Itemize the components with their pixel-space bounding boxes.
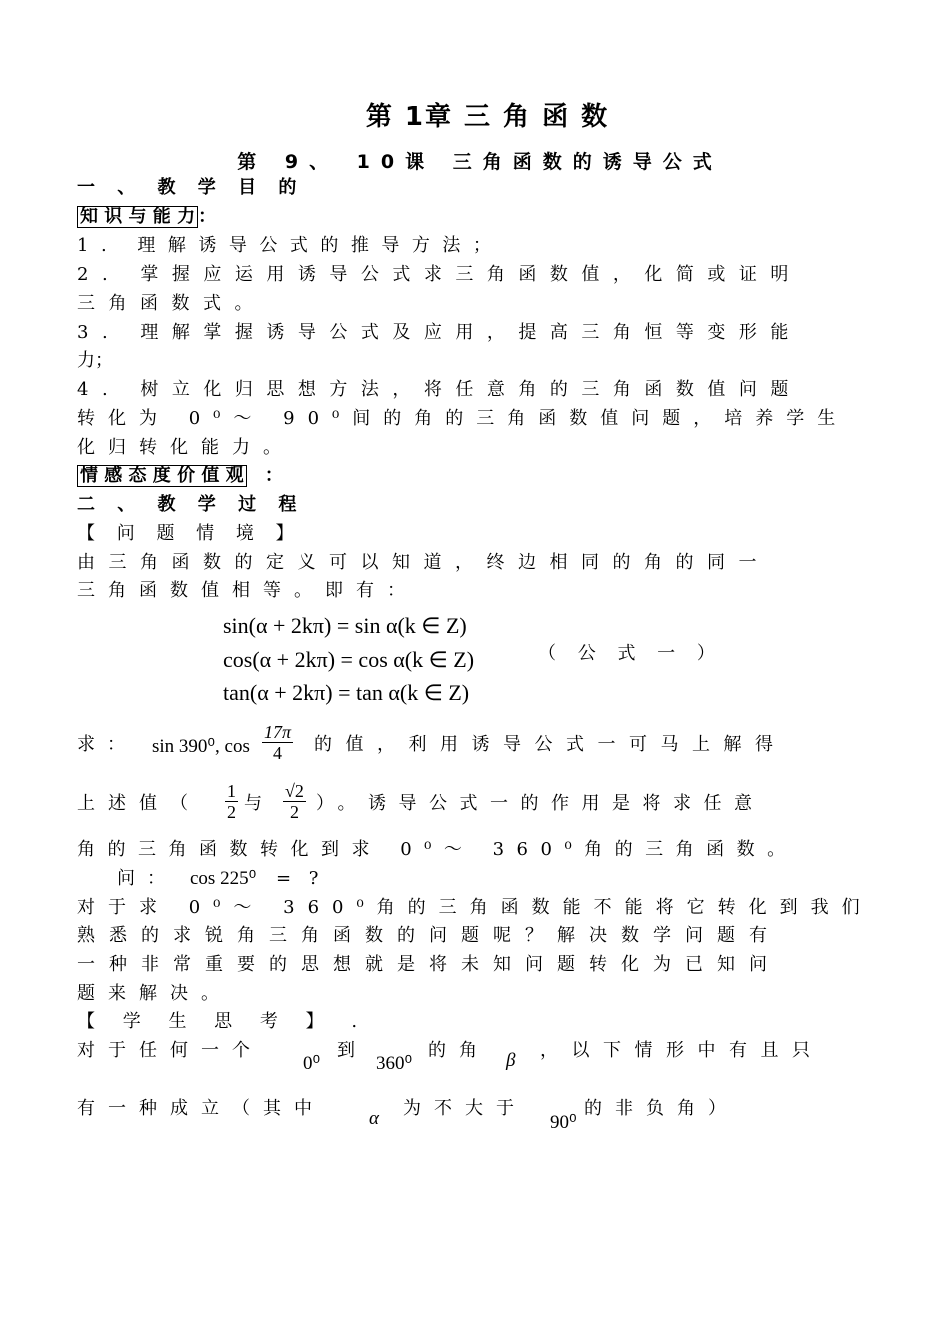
answer-prefix: 上述值（: [77, 793, 201, 814]
goal-item-2-line-2: 三角函数式。: [77, 293, 266, 314]
beta-symbol: β: [506, 1050, 516, 1071]
fraction-denominator: 2: [289, 802, 299, 822]
fraction-numerator: 17π: [264, 722, 292, 742]
para3-line-2-c: 的非负角）: [584, 1098, 739, 1119]
lesson-subtitle: 第 9、 10课 三角函数的诱导公式: [237, 151, 723, 173]
goal-item-1: 1. 理解诱导公式的推导方法；: [77, 235, 504, 256]
goal-item-3-line-2: 力；: [77, 350, 113, 371]
goal-item-4-line-2: 转化为 0⁰～ 90⁰间的角的三角函数值问题，培养学生: [77, 408, 849, 429]
para3-line-2-b: 为不大于: [403, 1098, 527, 1119]
answer-line-2: 角的三角函数转化到求 0⁰～ 360⁰角的三角函数。: [77, 839, 798, 860]
question-2-suffix: = ?: [276, 868, 325, 889]
emotion-label: 情 感 态 度 价 值 观: [77, 465, 247, 487]
knowledge-label: 知 识 与 能 力: [77, 206, 198, 228]
para3-line-1-b: 的角: [428, 1040, 490, 1061]
fraction-numerator: √2: [285, 781, 304, 801]
90-degrees: 90⁰: [550, 1112, 577, 1133]
section-teaching-process: 二 、 教 学 过 程: [77, 494, 305, 515]
section-teaching-goals: 一 、 教 学 目 的: [77, 177, 305, 198]
para2-line-3: 一种非常重要的思想就是将未知问题转化为已知问: [77, 954, 781, 975]
fraction-root2-over-2: [283, 781, 306, 822]
formula-one-label: （ 公 式 一 ）: [538, 643, 723, 664]
colon: ：: [198, 206, 217, 227]
para3-to: 到: [337, 1040, 355, 1061]
para2-line-4: 题来解决。: [77, 983, 232, 1004]
problem-context-heading: 【 问 题 情 境 】: [77, 523, 302, 544]
student-think-heading: 【 学 生 思 考 】 .: [77, 1011, 369, 1032]
para2-line-1: 对于求 0⁰～ 360⁰角的三角函数能不能将它转化到我们: [77, 897, 873, 918]
question-1-suffix: 的值，利用诱导公式一可马上解得: [314, 734, 787, 755]
goal-item-4-line-1: 4. 树立化归思想方法，将任意角的三角函数值问题: [77, 379, 802, 400]
formula-sin: sin(α + 2kπ) = sin α(k ∈ Z): [223, 613, 467, 638]
zero-degrees: 0⁰: [303, 1053, 321, 1074]
emotion-values-heading: [77, 462, 857, 490]
fraction-one-half: [225, 781, 238, 822]
para3-line-1-c: ，以下情形中有且只: [540, 1040, 824, 1061]
chapter-title: 第 1章 三 角 函 数: [365, 102, 610, 132]
question-1-prefix: 求：: [77, 734, 137, 755]
knowledge-ability-heading: [77, 203, 857, 231]
para3-line-2-a: 有一种成立（其中: [77, 1098, 325, 1119]
fraction-17pi-over-4: [262, 722, 293, 763]
para2-line-2: 熟悉的求锐角三角函数的问题呢？解决数学问题有: [77, 925, 781, 946]
formula-tan: tan(α + 2kπ) = tan α(k ∈ Z): [223, 680, 470, 705]
fraction-numerator: 1: [227, 781, 236, 801]
goal-item-4-line-3: 化归转化能力。: [77, 437, 294, 458]
fraction-denominator: 4: [273, 743, 283, 763]
question-1-expr: sin 390⁰, cos: [152, 736, 250, 757]
360-degrees: 360⁰: [376, 1053, 413, 1074]
question-2-expr: cos 225⁰: [190, 868, 257, 889]
goal-item-2-line-1: 2. 掌握应运用诱导公式求三角函数值，化简或证明: [77, 264, 802, 285]
answer-and: 与: [244, 793, 262, 814]
answer-suffix: ）。诱导公式一的作用是将求任意: [316, 793, 765, 814]
para1-line-2: 三角函数值相等。即有：: [77, 580, 418, 601]
alpha-symbol: α: [369, 1108, 379, 1129]
question-2-prefix: 问：: [117, 868, 177, 889]
colon: ：: [264, 465, 283, 486]
formula-cos: cos(α + 2kπ) = cos α(k ∈ Z): [223, 647, 475, 672]
para1-line-1: 由三角函数的定义可以知道，终边相同的角的同一: [77, 552, 770, 573]
para3-line-1-a: 对于任何一个: [77, 1040, 263, 1061]
goal-item-3-line-1: 3. 理解掌握诱导公式及应用，提高三角恒等变形能: [77, 322, 802, 343]
fraction-denominator: 2: [227, 802, 236, 822]
